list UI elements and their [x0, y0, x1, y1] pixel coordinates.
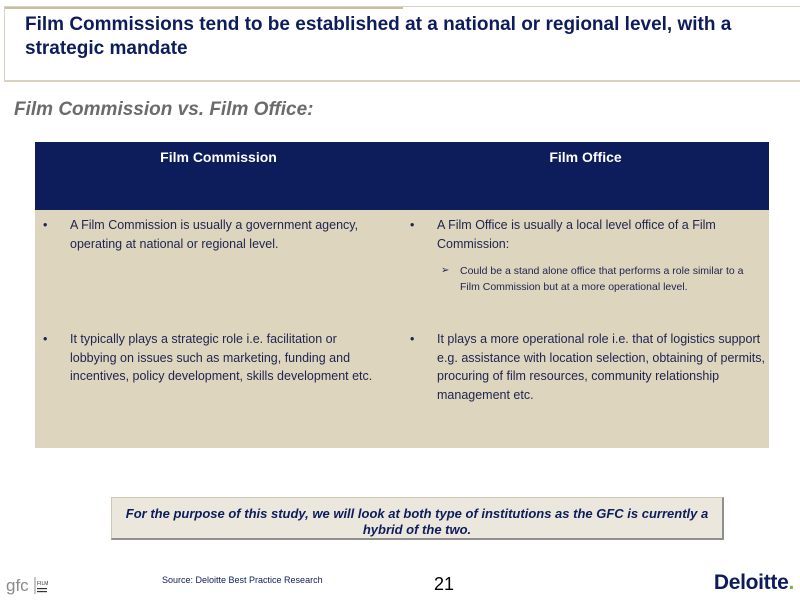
- bullet-icon: •: [410, 332, 415, 346]
- table-cell: [410, 216, 770, 253]
- source-note: Source: Deloitte Best Practice Research: [162, 575, 323, 585]
- table-header: [35, 142, 769, 210]
- table-cell: [43, 330, 373, 386]
- deloitte-logo-dot: .: [788, 571, 794, 594]
- title-rule: [5, 7, 403, 9]
- title-box: [4, 6, 800, 82]
- gfc-logo-text: gfc: [6, 576, 29, 595]
- bullet-icon: •: [43, 218, 48, 232]
- bullet-icon: •: [410, 218, 415, 232]
- cell-text: It plays a more operational role i.e. that of logistics support e.g. assistance with location selection, obtaining of permits, procuring of film resources, community relationship management etc.: [437, 332, 765, 402]
- deloitte-logo-text: Deloitte: [713, 571, 789, 594]
- gfc-logo-film-text: FILM: [37, 581, 49, 587]
- bullet-icon: •: [43, 332, 48, 346]
- table-cell: [410, 330, 770, 404]
- section-subtitle: Film Commission vs. Film Office:: [14, 99, 314, 120]
- table-cell: [43, 216, 373, 253]
- study-note: For the purpose of this study, we will look at both type of institutions as the GFC is currently a hybrid of the two.: [111, 497, 724, 540]
- column-header-film-commission: Film Commission: [160, 149, 277, 165]
- cell-text: A Film Office is usually a local level office of a Film Commission:: [437, 218, 716, 251]
- sub-bullet-text: Could be a stand alone office that performs a role similar to a Film Commission but at a more operational level.: [460, 265, 744, 293]
- comparison-table: [35, 142, 769, 448]
- arrow-bullet-icon: ➢: [441, 265, 450, 276]
- column-header-film-office: Film Office: [549, 149, 622, 165]
- sub-bullet: [441, 263, 761, 295]
- deloitte-logo: [714, 571, 794, 595]
- cell-text: It typically plays a strategic role i.e. facilitation or lobbying on issues such as marketing, funding and incentives, policy development, skills development etc.: [70, 332, 373, 383]
- cell-text: A Film Commission is usually a government agency, operating at national or regional level.: [70, 218, 359, 251]
- page-number: 21: [434, 574, 455, 594]
- slide-title: Film Commissions tend to be established at a national or regional level, with a strategic mandate: [25, 14, 732, 59]
- gfc-logo: [6, 574, 54, 596]
